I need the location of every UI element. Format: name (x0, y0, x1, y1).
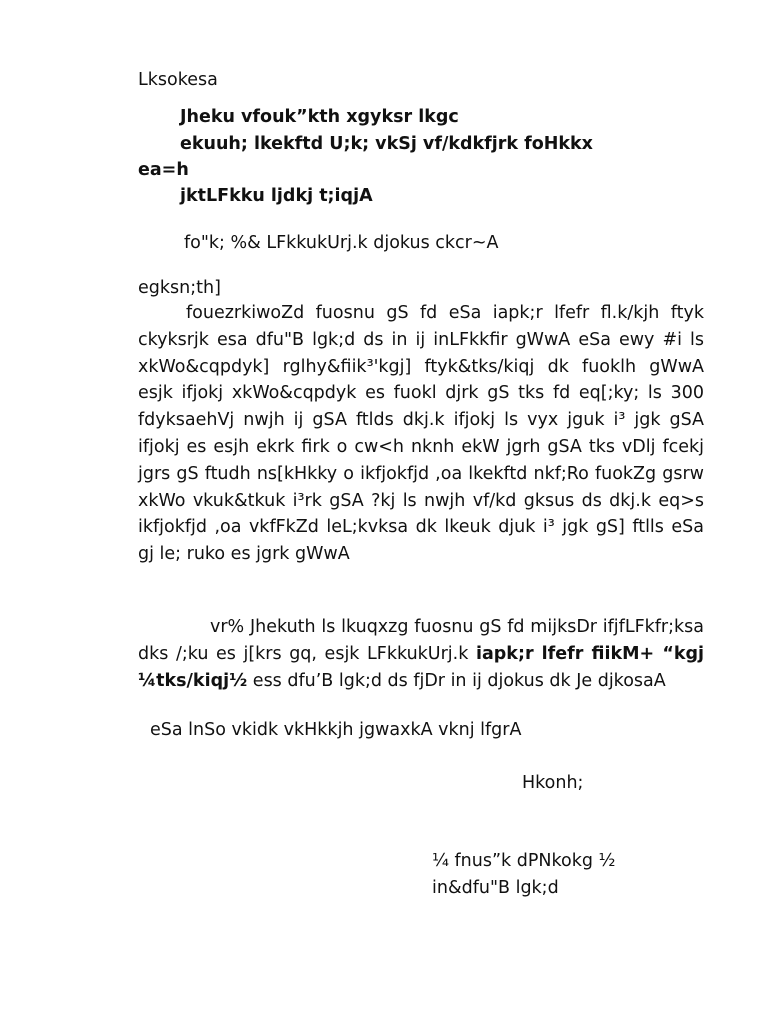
signoff: Hkonh; (522, 773, 584, 793)
signature-name: ¼ fnus”k dPNkokg ½ (432, 851, 616, 871)
recipient-line: Jheku vfouk”kth xgyksr lkgc (180, 107, 459, 127)
body-text: fouezrkiwoZd fuosnu gS fd eSa iapk;r lfefr fl.k/kjh ftyk ckyksrjk esa dfu"B lgk;d ds in ij inLFkkfir gWwA eSa ewy #i ls xkWo&cqpdyk] rglhy&fiik³'kgj] ftyk&tks/kiqj dk fuoklh gWwA esjk ifjokj xkWo&cqpdyk es fuokl djrk gS tks fd eq[;ky; ls 300 fdyksaehVj nwjh ij gSA ftlds dkj.k ifjokj ls vyx jguk i³ jgk gSA ifjokj es esjh ekrk firk o cw<h nknh ekW jgrh gSA tks vDlj fcekj jgrs gS ftudh ns[kHkky o ikfjokfjd ,oa lkekftd nkf;Ro fuokZg gsrw xkWo vkuk&tkuk i³rk gSA ?kj ls nwjh vf/kd gksus ds dkj.k eq>s ikfjokfjd ,oa vkfFkZd leL;kvksa dk lkeuk djuk i³ jgk gS] ftlls eSa gj le; ruko es jgrk gWwA (138, 303, 704, 565)
panchayat-name-bold: iapk;r lfefr fiikM+ “kgj ¼tks/kiqj½ (138, 643, 704, 691)
body-text-part: ess dfu’B lgk;d ds fjDr in ij djokus dk Je djkosaA (252, 670, 666, 691)
signature-designation: in&dfu"B lgk;d (432, 878, 559, 898)
body-paragraph-2 (138, 614, 704, 694)
body-text (138, 614, 704, 694)
salutation-to: Lksokesa (138, 70, 218, 90)
body-text-part: vr% Jhekuth ls lkuqxzg fuosnu gS fd mijksDr ifjfLFkfr;ksa dks /;ku es j[krs gq, esjk LFkkukUrj.k (138, 617, 704, 664)
greeting: egksn;th] (138, 278, 221, 298)
recipient-line: jktLFkku ljdkj t;iqjA (180, 186, 373, 206)
subject-line: fo"k; %& LFkkukUrj.k djokus ckcr~A (184, 233, 499, 253)
recipient-line: ekuuh; lkekftd U;k; vkSj vf/kdkfjrk foHkkx (180, 134, 593, 154)
recipient-line: ea=h (138, 160, 189, 180)
closing-line: eSa lnSo vkidk vkHkkjh jgwaxkA vknj lfgrA (150, 720, 522, 740)
body-paragraph-1 (138, 300, 704, 568)
